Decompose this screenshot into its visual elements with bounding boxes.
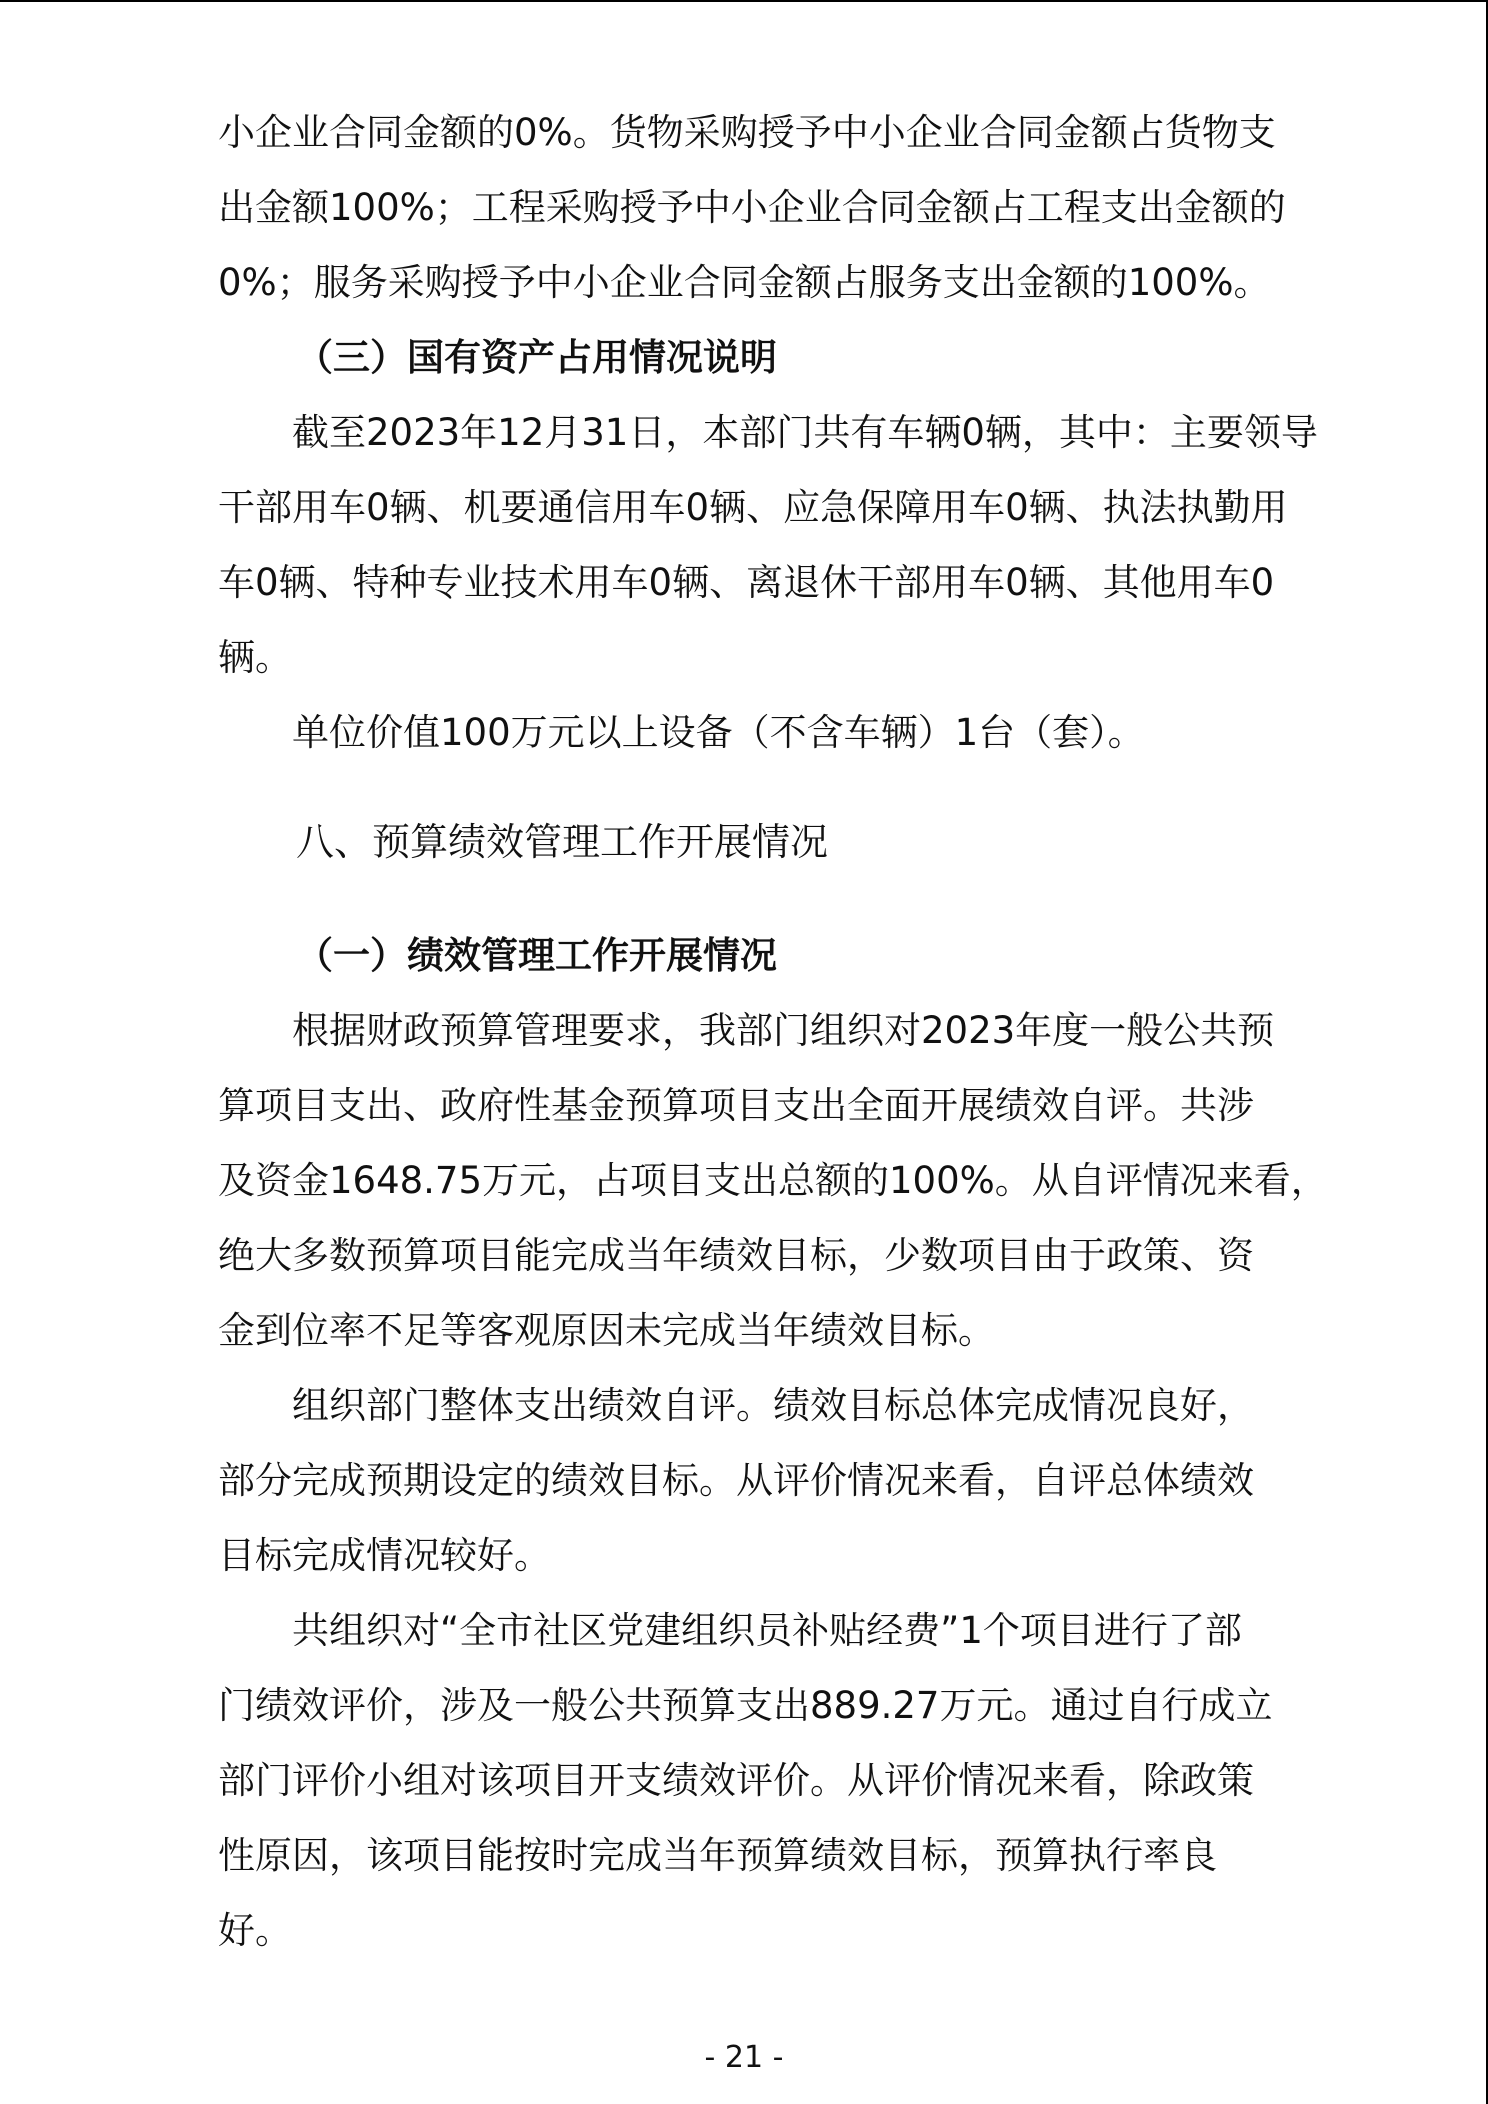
- paragraph-line: 根据财政预算管理要求，我部门组织对2023年度一般公共预: [292, 1009, 1275, 1052]
- paragraph-line: 干部用车0辆、机要通信用车0辆、应急保障用车0辆、执法执勤用: [218, 486, 1288, 529]
- paragraph-line: 截至2023年12月31日，本部门共有车辆0辆，其中：主要领导: [292, 411, 1318, 454]
- paragraph-line: 辆。: [218, 636, 292, 679]
- paragraph-line: 部分完成预期设定的绩效目标。从评价情况来看，自评总体绩效: [218, 1459, 1254, 1502]
- paragraph-line: 组织部门整体支出绩效自评。绩效目标总体完成情况良好，: [292, 1384, 1254, 1427]
- paragraph-line: 车0辆、特种专业技术用车0辆、离退休干部用车0辆、其他用车0: [218, 561, 1275, 604]
- paragraph-line: 单位价值100万元以上设备（不含车辆）1台（套）。: [292, 711, 1145, 754]
- page-top-border: [0, 0, 1488, 2]
- paragraph-line: 出金额100%；工程采购授予中小企业合同金额占工程支出金额的: [218, 186, 1286, 229]
- paragraph-line: 金到位率不足等客观原因未完成当年绩效目标。: [218, 1309, 995, 1352]
- paragraph-line: 0%；服务采购授予中小企业合同金额占服务支出金额的100%。: [218, 261, 1271, 304]
- paragraph-line: 门绩效评价，涉及一般公共预算支出889.27万元。通过自行成立: [218, 1684, 1273, 1727]
- assets-heading: （三）国有资产占用情况说明: [296, 336, 777, 379]
- project-evaluation-paragraph: [218, 1593, 1288, 1968]
- equipment-paragraph: [218, 695, 1288, 770]
- vehicles-paragraph: [218, 395, 1318, 695]
- paragraph-line: 共组织对“全市社区党建组织员补贴经费”1个项目进行了部: [292, 1609, 1242, 1652]
- self-evaluation-paragraph: [218, 993, 1328, 1368]
- paragraph-line: 部门评价小组对该项目开支绩效评价。从评价情况来看，除政策: [218, 1759, 1254, 1802]
- procurement-paragraph: [218, 95, 1288, 320]
- paragraph-line: 好。: [218, 1909, 292, 1952]
- paragraph-line: 算项目支出、政府性基金预算项目支出全面开展绩效自评。共涉: [218, 1084, 1254, 1127]
- paragraph-line: 及资金1648.75万元，占项目支出总额的100%。从自评情况来看，: [218, 1159, 1328, 1202]
- overall-evaluation-paragraph: [218, 1368, 1288, 1593]
- paragraph-line: 小企业合同金额的0%。货物采购授予中小企业合同金额占货物支: [218, 111, 1276, 154]
- page-number: - 21 -: [704, 2040, 784, 2075]
- paragraph-line: 性原因，该项目能按时完成当年预算绩效目标，预算执行率良: [218, 1834, 1217, 1877]
- section-title: 八、预算绩效管理工作开展情况: [296, 820, 829, 864]
- paragraph-line: 目标完成情况较好。: [218, 1534, 551, 1577]
- paragraph-line: 绝大多数预算项目能完成当年绩效目标，少数项目由于政策、资: [218, 1234, 1254, 1277]
- performance-sub-heading: （一）绩效管理工作开展情况: [296, 934, 777, 977]
